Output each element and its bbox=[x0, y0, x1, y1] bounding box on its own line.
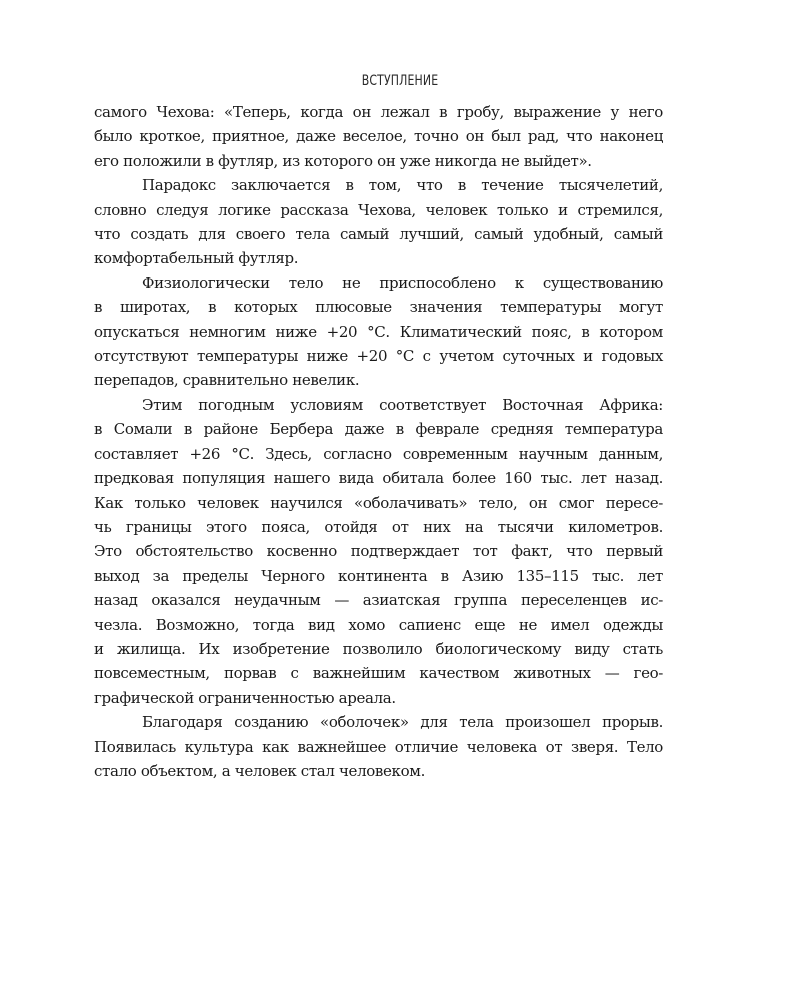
text-line: самого Чехова: «Теперь, когда он лежал в гробу, выражение у него bbox=[94, 103, 663, 121]
text-line: стало объектом, а человек стал человеком. bbox=[94, 761, 425, 780]
text-line: его положили в футляр, из которого он уже никогда не выйдет». bbox=[94, 151, 592, 170]
text-line: чезла. Возможно, тогда вид хомо сапиенс еще не имел одежды bbox=[94, 615, 663, 634]
text-line: назад оказался неудачным — азиатская группа переселенцев ис- bbox=[94, 591, 663, 610]
text-line: графической ограниченностью ареала. bbox=[94, 688, 396, 707]
text-line: Появилась культура как важнейшее отличие человека от зверя. Тело bbox=[94, 737, 663, 756]
paragraph-first-line: Парадокс заключается в том, что в течение тысячелетий, bbox=[142, 176, 663, 195]
text-line: словно следуя логике рассказа Чехова, человек только и стремился, bbox=[94, 200, 663, 219]
text-line: отсутствуют температуры ниже +20 °С с учетом суточных и годовых bbox=[94, 347, 663, 366]
text-line: Это обстоятельство косвенно подтверждает тот факт, что первый bbox=[94, 542, 663, 561]
text-line: перепадов, сравнительно невелик. bbox=[94, 371, 360, 390]
text-line: опускаться немногим ниже +20 °С. Климатический пояс, в котором bbox=[94, 322, 663, 341]
text-line: что создать для своего тела самый лучший, самый удобный, самый bbox=[94, 225, 663, 244]
text-line: комфортабельный футляр. bbox=[94, 249, 299, 268]
text-line: в Сомали в районе Бербера даже в феврале средняя температура bbox=[94, 420, 663, 439]
paragraph-first-line: Физиологически тело не приспособлено к существованию bbox=[142, 273, 663, 292]
paragraph-first-line: Благодаря созданию «оболочек» для тела произошел прорыв. bbox=[142, 713, 663, 732]
text-line: выход за пределы Черного континента в Азию 135–115 тыс. лет bbox=[94, 566, 663, 585]
text-line: составляет +26 °С. Здесь, согласно современным научным данным, bbox=[94, 444, 663, 463]
text-line: было кроткое, приятное, даже веселое, точно он был рад, что наконец bbox=[94, 127, 663, 146]
paragraph-first-line: Этим погодным условиям соответствует Восточная Африка: bbox=[142, 395, 663, 414]
text-line: повсеместным, порвав с важнейшим качеством животных — гео- bbox=[94, 664, 663, 683]
text-line: и жилища. Их изобретение позволило биологическому виду стать bbox=[94, 639, 663, 658]
text-line: Как только человек научился «оболачивать» тело, он смог пересе- bbox=[94, 493, 663, 512]
body-text bbox=[94, 100, 663, 783]
text-line: чь границы этого пояса, отойдя от них на тысячи километров. bbox=[94, 517, 663, 536]
text-line: в широтах, в которых плюсовые значения температуры могут bbox=[94, 298, 663, 317]
running-head: ВСТУПЛЕНИЕ bbox=[361, 73, 439, 89]
text-line: предковая популяция нашего вида обитала более 160 тыс. лет назад. bbox=[94, 469, 663, 488]
